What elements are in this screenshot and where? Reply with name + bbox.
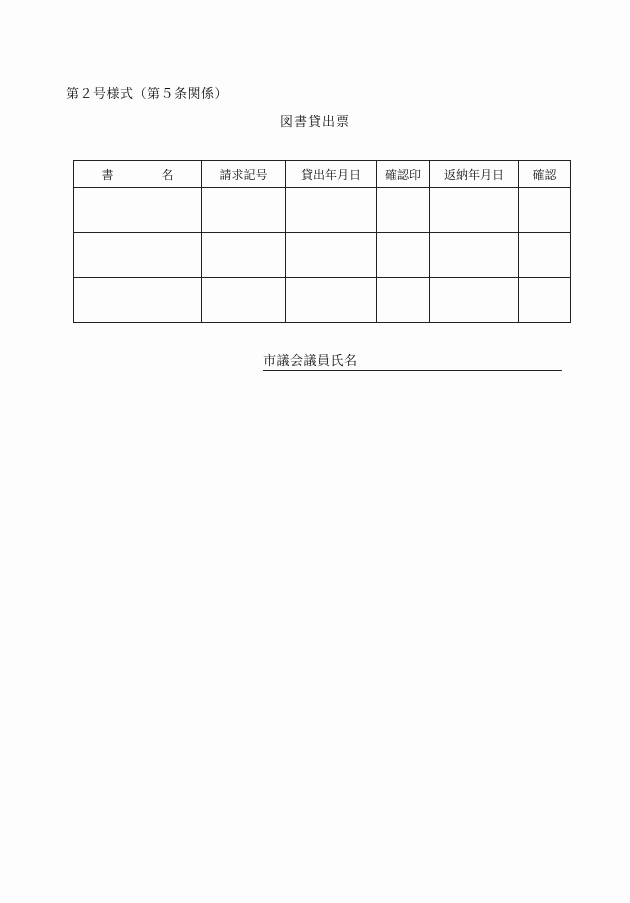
cell-book-name[interactable] — [74, 233, 202, 278]
form-number: 第２号様式（第５条関係） — [66, 87, 229, 102]
cell-book-name[interactable] — [74, 188, 202, 233]
cell-confirm[interactable] — [519, 233, 571, 278]
table-header-row — [74, 161, 571, 188]
header-call-number: 請求記号 — [202, 161, 286, 188]
cell-confirm-seal[interactable] — [377, 278, 430, 323]
cell-confirm-seal[interactable] — [377, 188, 430, 233]
member-name-signature-line[interactable] — [263, 356, 562, 371]
header-confirm-seal: 確認印 — [377, 161, 430, 188]
header-loan-date: 貸出年月日 — [286, 161, 377, 188]
member-name-label: 市議会議員氏名 — [263, 354, 358, 369]
cell-loan-date[interactable] — [286, 278, 377, 323]
cell-confirm-seal[interactable] — [377, 233, 430, 278]
cell-return-date[interactable] — [430, 233, 519, 278]
table-row — [74, 233, 571, 278]
cell-call-number[interactable] — [202, 188, 286, 233]
cell-confirm[interactable] — [519, 278, 571, 323]
cell-loan-date[interactable] — [286, 233, 377, 278]
cell-call-number[interactable] — [202, 233, 286, 278]
header-book-name-label: 書 名 — [101, 167, 192, 182]
cell-return-date[interactable] — [430, 188, 519, 233]
cell-loan-date[interactable] — [286, 188, 377, 233]
book-loan-table — [73, 160, 571, 323]
header-confirm: 確認 — [519, 161, 571, 188]
header-return-date: 返納年月日 — [430, 161, 519, 188]
cell-return-date[interactable] — [430, 278, 519, 323]
cell-confirm[interactable] — [519, 188, 571, 233]
table-row — [74, 278, 571, 323]
cell-call-number[interactable] — [202, 278, 286, 323]
table-row — [74, 188, 571, 233]
cell-book-name[interactable] — [74, 278, 202, 323]
document-title: 図書貸出票 — [279, 115, 350, 130]
header-book-name — [74, 161, 202, 188]
